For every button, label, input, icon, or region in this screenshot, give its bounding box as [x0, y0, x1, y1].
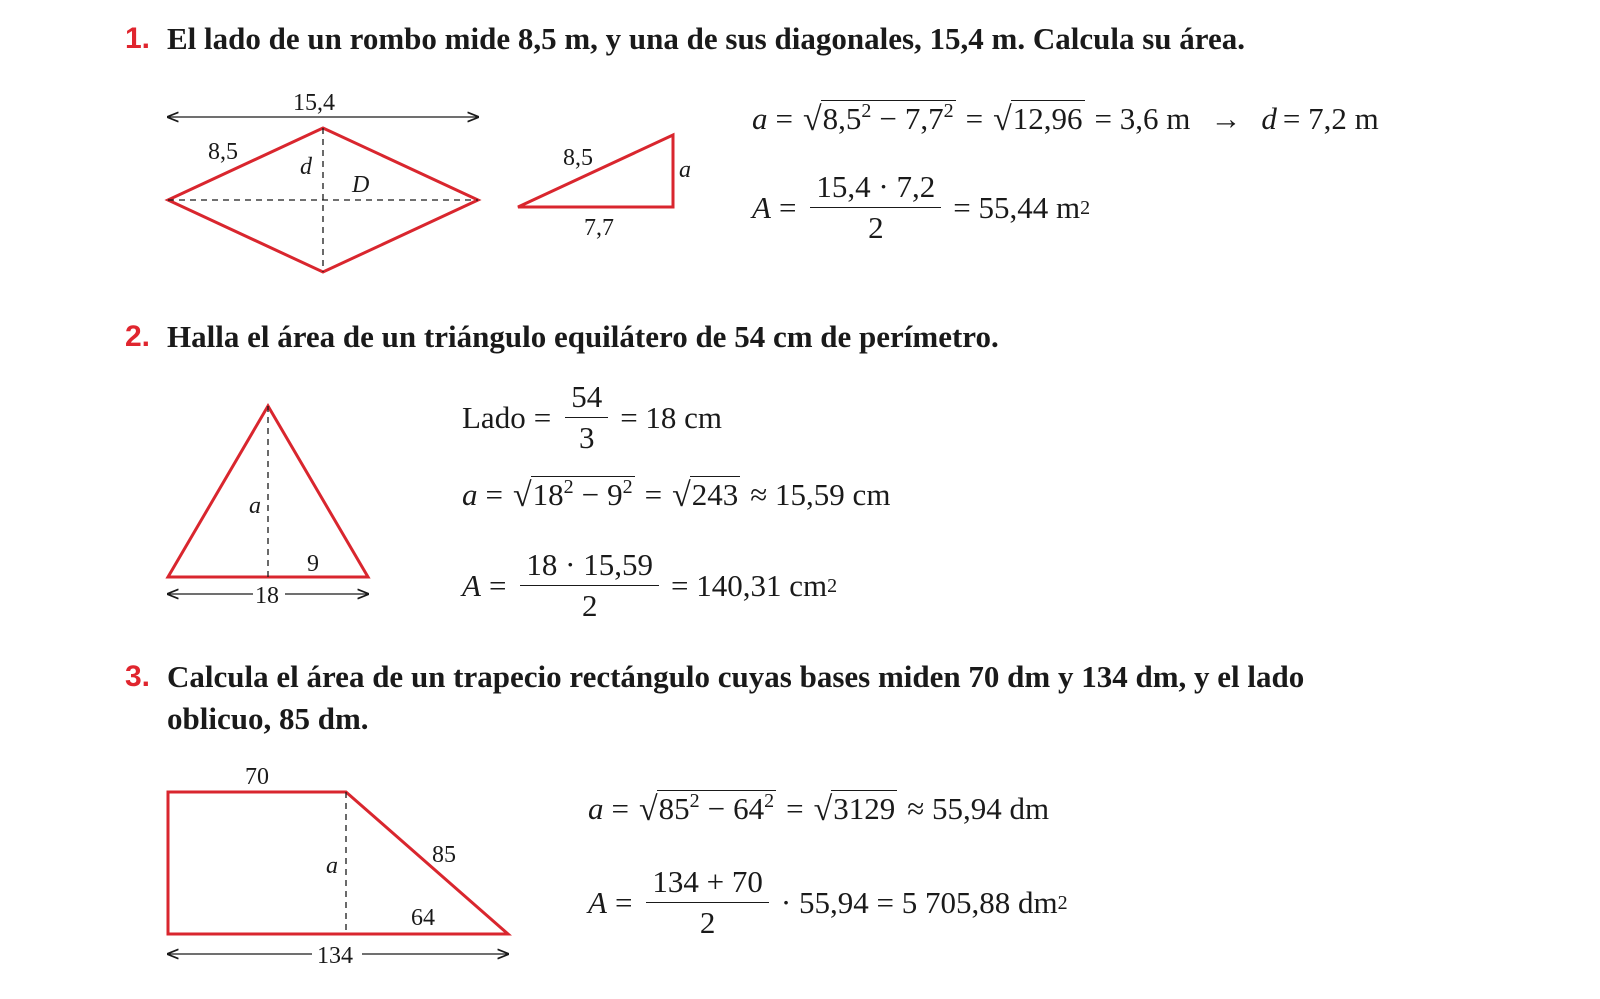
triangle-a-label: a [679, 157, 691, 183]
trapezoid-top-label: 70 [245, 764, 269, 790]
problem-3-statement [125, 656, 1304, 740]
rhombus-diagonal-label: 15,4 [293, 90, 335, 116]
rhombus-D-label: D [352, 172, 370, 198]
trapezoid-height-label: a [326, 853, 338, 879]
trapezoid-figure [168, 764, 508, 969]
sqrt-value: √ 243 [672, 477, 739, 514]
problem-1-equation-1: a = √ $8,5^2 - 7,7^2$ = √ 12,96 = 3,6 m → d = 7,2 m [752, 100, 1379, 138]
problem-2-equation-2: a = √ $18^2 - 9^2$ = √ 243 ≈ 15,59 cm [462, 476, 891, 514]
sqrt-value: √ 3129 [813, 791, 896, 828]
triangle-base-label: 7,7 [584, 215, 614, 241]
problem-1-text: El lado de un rombo mide 8,5 m, y una de sus diagonales, 15,4 m. Calcula su área. [167, 21, 1245, 56]
fraction: $\frac{54}{3}$ [565, 379, 608, 456]
trapezoid-oblique-label: 85 [432, 842, 456, 868]
rhombus-side-label: 8,5 [208, 139, 238, 165]
problem-1-number: 1. [125, 22, 151, 55]
problem-3-equation-2: A = $\frac{134 + 70}{2}$ · 55,94 = 5 705,88 dm 2 [588, 864, 1068, 940]
equilateral-half-label: 9 [307, 551, 319, 577]
equilateral-height-label: a [249, 493, 261, 519]
trapezoid-base-label: 134 [317, 943, 353, 969]
sqrt-expression: √ $18^2 - 9^2$ [512, 476, 633, 514]
problem-2-equation-1: Lado = $\frac{54}{3}$ = 18 cm [462, 379, 723, 455]
problem-3-text-line-1: Calcula el área de un trapecio rectángulo cuyas bases miden 70 dm y 134 dm, y el lado [167, 659, 1305, 694]
equilateral-triangle-figure [168, 406, 368, 609]
problem-2-equation-3: A = $\frac{18 \cdot 15,59}{2}$ = 140,31 cm 2 [462, 547, 838, 623]
fraction: $\frac{15,4 \cdot 7,2}{2}$ [810, 169, 941, 246]
arrow-icon: → [1210, 100, 1242, 136]
problem-3-text-line-2: oblicuo, 85 dm. [167, 701, 369, 736]
problem-3-number: 3. [125, 660, 151, 693]
triangle-hyp-label: 8,5 [563, 145, 593, 171]
problem-2-text: Halla el área de un triángulo equilátero de 54 cm de perímetro. [167, 319, 999, 354]
rhombus-d-label: d [300, 154, 312, 180]
problem-3-equation-1: a = √ $85^2 - 64^2$ = √ 3129 ≈ 55,94 dm [588, 790, 1050, 828]
sqrt-expression: √ $8,5^2 - 7,7^2$ [802, 100, 954, 138]
sqrt-expression: √ $85^2 - 64^2$ [638, 790, 775, 828]
right-triangle-figure [518, 135, 691, 241]
rhombus-figure [168, 90, 478, 272]
problem-2-number: 2. [125, 320, 151, 353]
problem-1-equation-2: A = $\frac{15,4 \cdot 7,2}{2}$ = 55,44 m 2 [752, 169, 1091, 245]
fraction: $\frac{18 \cdot 15,59}{2}$ [520, 547, 659, 624]
problem-1-statement [125, 18, 1245, 60]
problem-2-statement [125, 316, 999, 358]
sqrt-value: √ 12,96 [993, 101, 1083, 138]
equilateral-base-label: 18 [255, 583, 279, 609]
trapezoid-proj-label: 64 [411, 905, 435, 931]
fraction: $\frac{134 + 70}{2}$ [646, 864, 768, 941]
